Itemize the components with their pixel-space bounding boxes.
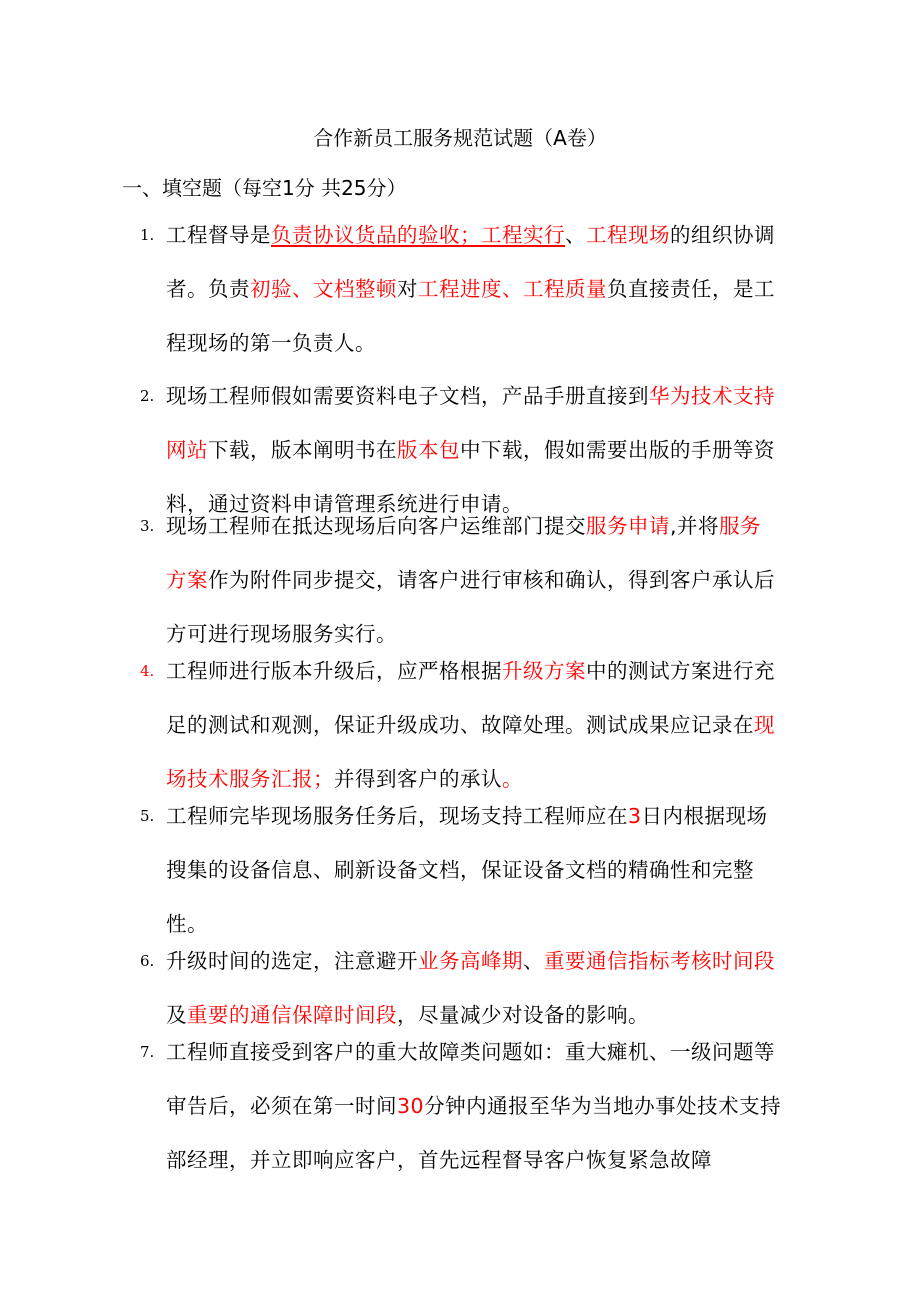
- question-number: 3.: [140, 517, 155, 535]
- question-number: 6.: [140, 952, 155, 970]
- question-text: [166, 208, 782, 370]
- question-text-segment: 现场工程师在抵达现场后向客户运维部门提交: [166, 514, 586, 538]
- answer-text: 30: [397, 1094, 425, 1118]
- question-text-segment: 、: [565, 223, 586, 247]
- question-text-segment: 中下载，假如需要出版的手册等资料，通过资料申请管理系统进行申请。: [166, 438, 775, 516]
- question-number: 1.: [140, 226, 155, 244]
- section-heading: 一、填空题（每空1分 共25分）: [122, 176, 407, 200]
- question-text-segment: 的组织协调者。负责: [166, 223, 775, 301]
- answer-text: 服务申请: [586, 514, 670, 538]
- question-text-segment: 工程师直接受到客户的重大故障类问题如：重大瘫机、一级问题等审告后，必须在第一时间: [166, 1040, 775, 1118]
- answer-text: 重要的通信保障时间段: [187, 1003, 397, 1027]
- question-text-segment: 现场工程师假如需要资料电子文档，产品手册直接到: [166, 384, 649, 408]
- question-text-segment: 并得到客户的承认: [334, 767, 502, 791]
- question-text-segment: ，尽量减少对设备的影响。: [397, 1003, 649, 1027]
- question-text-segment: 、: [523, 949, 544, 973]
- question-text: [166, 789, 782, 951]
- answer-text: 3: [628, 804, 642, 828]
- question-text-segment: 对: [397, 277, 418, 301]
- question-text-segment: 分钟内通报至华为当地办事处技术支持部经理，并立即响应客户，首先远程督导客户恢复紧急故障: [166, 1094, 782, 1172]
- question-text-segment: 升级时间的选定，注意避开: [166, 949, 418, 973]
- question-text-segment: 日内根据现场搜集的设备信息、刷新设备文档，保证设备文档的精确性和完整性。: [166, 804, 768, 936]
- answer-text: 现场技术服务汇报；: [166, 713, 775, 791]
- question-text-segment: 中的测试方案进行充足的测试和观测，保证升级成功、故障处理。测试成果应记录在: [166, 659, 775, 737]
- answer-text: 工程现场: [586, 223, 670, 247]
- answer-text: 负责协议货品的验收；工程实行: [271, 223, 565, 247]
- question-number: 4.: [140, 662, 155, 680]
- question-text-segment: ,并将: [670, 514, 720, 538]
- question-number: 5.: [140, 807, 155, 825]
- question-text-segment: 及: [166, 1003, 187, 1027]
- document-title: 合作新员工服务规范试题（A卷）: [313, 126, 607, 150]
- question-text-segment: 下载，版本阐明书在: [208, 438, 397, 462]
- question-text-segment: 工程师完毕现场服务任务后，现场支持工程师应在: [166, 804, 628, 828]
- question-number: 2.: [140, 387, 155, 405]
- question-text: [166, 499, 782, 661]
- answer-text: 华为技术支持网站: [166, 384, 775, 462]
- question-number: 7.: [140, 1043, 155, 1061]
- question-text-segment: 工程师进行版本升级后，应严格根据: [166, 659, 502, 683]
- answer-text: 工程进度、工程质量: [418, 277, 607, 301]
- question-text: [166, 644, 782, 806]
- answer-text: 。: [502, 767, 523, 791]
- question-text-segment: 工程督导是: [166, 223, 271, 247]
- question-text-segment: 作为附件同步提交，请客户进行审核和确认，得到客户承认后方可进行现场服务实行。: [166, 568, 775, 646]
- answer-text: 服务方案: [166, 514, 762, 592]
- answer-text: 重要通信指标考核时间段: [544, 949, 775, 973]
- question-text: [166, 1025, 782, 1187]
- question-text-segment: 负直接责任，是工程现场的第一负责人。: [166, 277, 775, 355]
- answer-text: 升级方案: [502, 659, 586, 683]
- answer-text: 初验、文档整顿: [250, 277, 397, 301]
- answer-text: 版本包: [397, 438, 460, 462]
- answer-text: 业务高峰期: [418, 949, 523, 973]
